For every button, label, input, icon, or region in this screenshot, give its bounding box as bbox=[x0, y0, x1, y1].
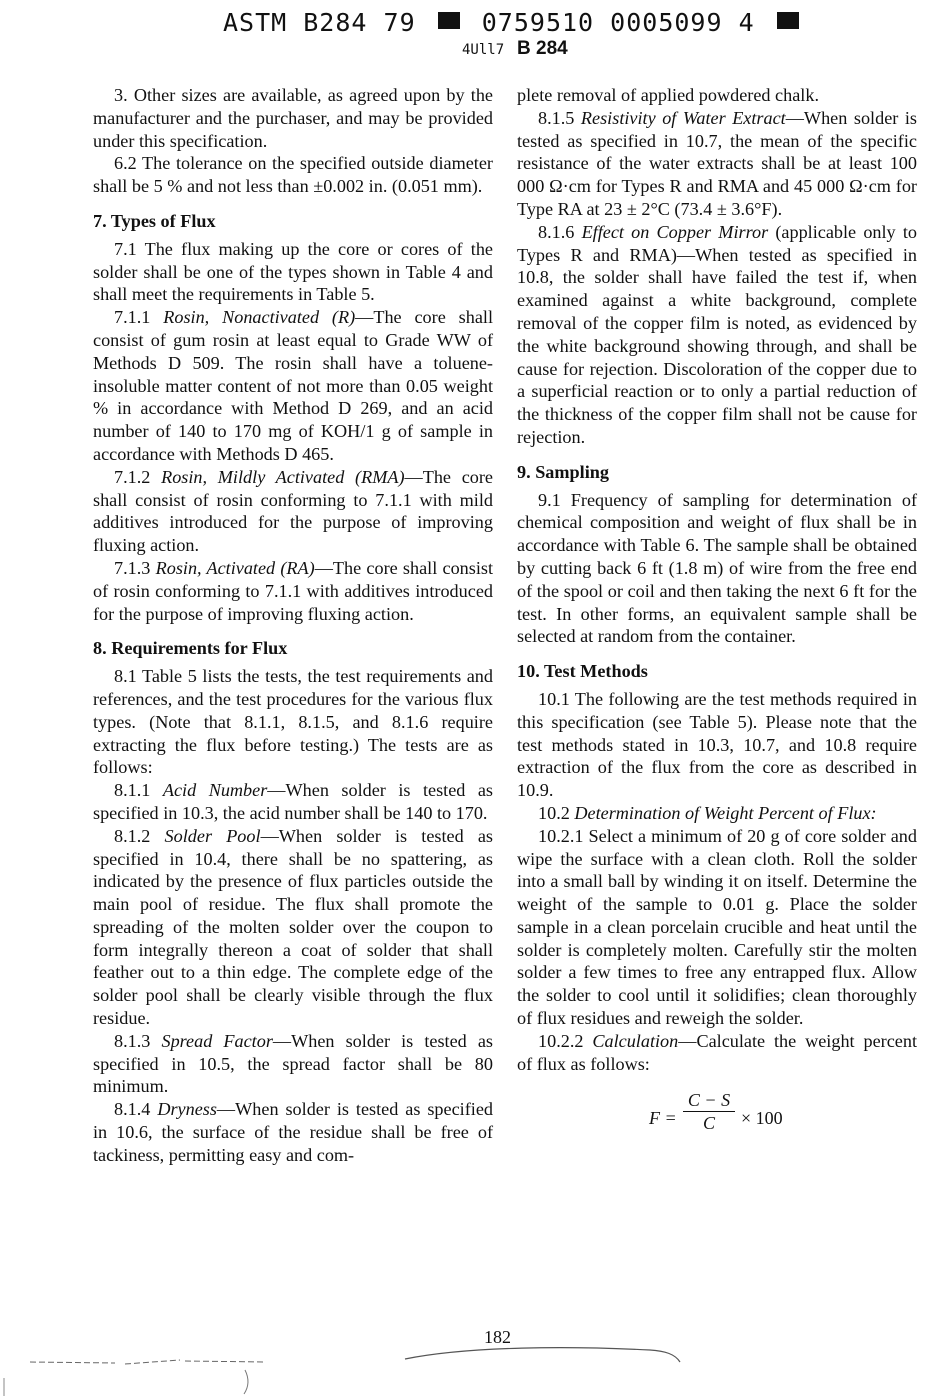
page-number: 182 bbox=[484, 1327, 511, 1347]
clause-text: —When solder is tested as specified in 10.6, the surface of the residue shall be free of tackiness, permitting easy and com- bbox=[93, 1099, 493, 1165]
paragraph bbox=[517, 221, 917, 449]
clause-title: Dryness bbox=[157, 1099, 217, 1120]
formula-fraction bbox=[683, 1089, 735, 1134]
paragraph: 7.1 The flux making up the core or cores of the solder shall be one of the types shown in Table 4 and shall meet the requirements in Table 5. bbox=[93, 238, 493, 305]
paragraph: plete removal of applied powdered chalk. bbox=[517, 85, 819, 105]
clause-title: Acid Number bbox=[162, 780, 268, 801]
clause-text: —When solder is tested as specified in 10.3, the acid number shall be 140 to 170. bbox=[93, 780, 494, 823]
header-code-left: ASTM B284 79 bbox=[223, 8, 416, 37]
clause-number: 7.1.2 bbox=[114, 466, 151, 487]
header-sub-mark: 4Ull7 bbox=[462, 42, 505, 58]
clause-title: Solder Pool bbox=[164, 825, 261, 846]
clause-title: Calculation bbox=[592, 1030, 679, 1051]
clause-text: —When solder is tested as specified in 10.4, there shall be no spattering, as indicated by the presence of flux particles outside the main pool of residue. The flux shall promote the spreading of the molten solder over the coupon to form integrally thereon a coat of solder that shall feather out to a thin edge. The complete edge of the solder pool shall be clearly visible through the flux residue. bbox=[93, 825, 494, 1029]
clause-title: Determination of Weight Percent of Flux: bbox=[574, 802, 877, 823]
paragraph bbox=[93, 557, 493, 625]
formula-multiplier: × 100 bbox=[741, 1108, 783, 1129]
formula-denominator: C bbox=[702, 1113, 715, 1134]
section-heading: 10. Test Methods bbox=[517, 661, 648, 682]
clause-text: —When solder is tested as specified in 10.7, the mean of the specific resistance of the water extracts shall be at least 100 000 Ω·cm for Types R and RMA and 45 000 Ω·cm for Type RA at 23 ± 2°C (73.4 ± 3.6°F). bbox=[517, 107, 917, 219]
scan-artifact-marks bbox=[0, 1340, 950, 1396]
clause-title: Rosin, Mildly Activated (RMA) bbox=[161, 466, 405, 487]
header-block-mark bbox=[777, 12, 799, 29]
paragraph bbox=[517, 1030, 917, 1076]
standard-designation: B 284 bbox=[517, 38, 568, 59]
clause-number: 10.2.2 bbox=[538, 1030, 584, 1051]
paragraph bbox=[517, 107, 917, 221]
paragraph: 8.1 Table 5 lists the tests, the test requirements and references, and the test procedures for the various flux types. (Note that 8.1.1, 8.1.5, and 8.1.6 require extracting the flux before testing.) The tests are as follows: bbox=[93, 666, 493, 778]
clause-title: Rosin, Nonactivated (R) bbox=[163, 307, 356, 328]
clause-number: 8.1.6 bbox=[538, 221, 575, 242]
formula-numerator: C − S bbox=[683, 1089, 735, 1112]
section-heading: 9. Sampling bbox=[517, 461, 609, 482]
astm-header-code bbox=[223, 8, 805, 37]
clause-title: Resistivity of Water Extract bbox=[580, 107, 786, 128]
clause-number: 8.1.3 bbox=[114, 1030, 151, 1051]
flux-percent-formula bbox=[649, 1089, 917, 1149]
header-code-mid: 0759510 0005099 4 bbox=[481, 8, 755, 37]
clause-text: —When solder is tested as specified in 10.5, the spread factor shall be 80 minimum. bbox=[93, 1030, 494, 1097]
header-block-mark bbox=[438, 12, 460, 29]
formula-lhs: F = bbox=[649, 1108, 677, 1129]
paragraph bbox=[517, 802, 917, 825]
clause-title: Effect on Copper Mirror bbox=[581, 221, 769, 242]
clause-text: —Calculate the weight percent of flux as follows: bbox=[517, 1030, 917, 1074]
paragraph bbox=[93, 825, 493, 1030]
paragraph: 10.1 The following are the test methods required in this specification (see Table 5). Please note that the test methods stated in 10.3, 10.7, and 10.8 require extraction of the flux from the core as described in 10.9. bbox=[517, 688, 917, 801]
paragraph: 3. Other sizes are available, as agreed upon by the manufacturer and the purchaser, and may be provided under this specification. bbox=[93, 85, 493, 151]
clause-number: 8.1.2 bbox=[114, 825, 151, 846]
clause-number: 8.1.1 bbox=[114, 780, 151, 801]
paragraph bbox=[93, 1030, 493, 1098]
clause-number: 7.1.3 bbox=[114, 557, 151, 578]
paragraph bbox=[93, 466, 493, 557]
clause-number: 8.1.4 bbox=[114, 1099, 151, 1120]
clause-text: (applicable only to Types R and RMA)—When tested as specified in 10.8, the solder shall have failed the test if, when examined against a white background, complete removal of the copper film is noted, as evidenced by the white background showing through, and shall be cause for rejection. Discoloration of the copper due to a superficial reaction or to only a partial reduction of the thickness of the copper film shall not be cause for rejection. bbox=[517, 221, 917, 447]
left-column bbox=[93, 84, 493, 1167]
clause-title: Rosin, Activated (RA) bbox=[155, 557, 315, 578]
clause-text: —The core shall consist of rosin conforming to 7.1.1 with mild additives introduced for the purpose of improving fluxing action. bbox=[93, 466, 494, 556]
clause-text: —The core shall consist of gum rosin at least equal to Grade WW of Methods D 509. The rosin shall have a toluene-insoluble matter content of not more than 0.05 weight % in accordance with Method D 269, and an acid number of 140 to 170 mg of KOH/1 g of sample in accordance with Methods D 465. bbox=[93, 307, 493, 464]
clause-number: 7.1.1 bbox=[114, 307, 151, 328]
paragraph bbox=[93, 1098, 493, 1166]
section-heading: 7. Types of Flux bbox=[93, 210, 216, 231]
section-heading: 8. Requirements for Flux bbox=[93, 638, 288, 659]
paragraph: 10.2.1 Select a minimum of 20 g of core solder and wipe the surface with a clean cloth. Roll the solder into a small ball by winding it on itself. Determine the weight of the sample to 0.01 g. Place the solder sample in a clean porcelain crucible and heat until the solder is completely molten. Carefully stir the molten solder a few times to free any entrapped flux. Allow the solder to cool until it solidifies; clean thoroughly of flux residues and reweigh the solder. bbox=[517, 825, 917, 1029]
clause-text: —The core shall consist of rosin conforming to 7.1.1 with additives introduced for the purpose of improving fluxing action. bbox=[93, 557, 494, 624]
paragraph bbox=[93, 779, 493, 825]
clause-title: Spread Factor bbox=[161, 1030, 273, 1051]
paragraph: 9.1 Frequency of sampling for determination of chemical composition and weight of flux shall be in accordance with Table 6. The sample shall be obtained by cutting back 6 ft (1.8 m) of wire from the free end of the spool or coil and then taking the next 6 ft for the test. In other forms, an equivalent sample shall be selected at random from the container. bbox=[517, 489, 917, 647]
paragraph: 6.2 The tolerance on the specified outside diameter shall be 5 % and not less than ±0.002 in. (0.051 mm). bbox=[93, 153, 493, 197]
paragraph bbox=[93, 306, 493, 466]
clause-number: 10.2 bbox=[538, 802, 570, 823]
right-column bbox=[517, 84, 917, 1149]
clause-number: 8.1.5 bbox=[538, 107, 575, 128]
